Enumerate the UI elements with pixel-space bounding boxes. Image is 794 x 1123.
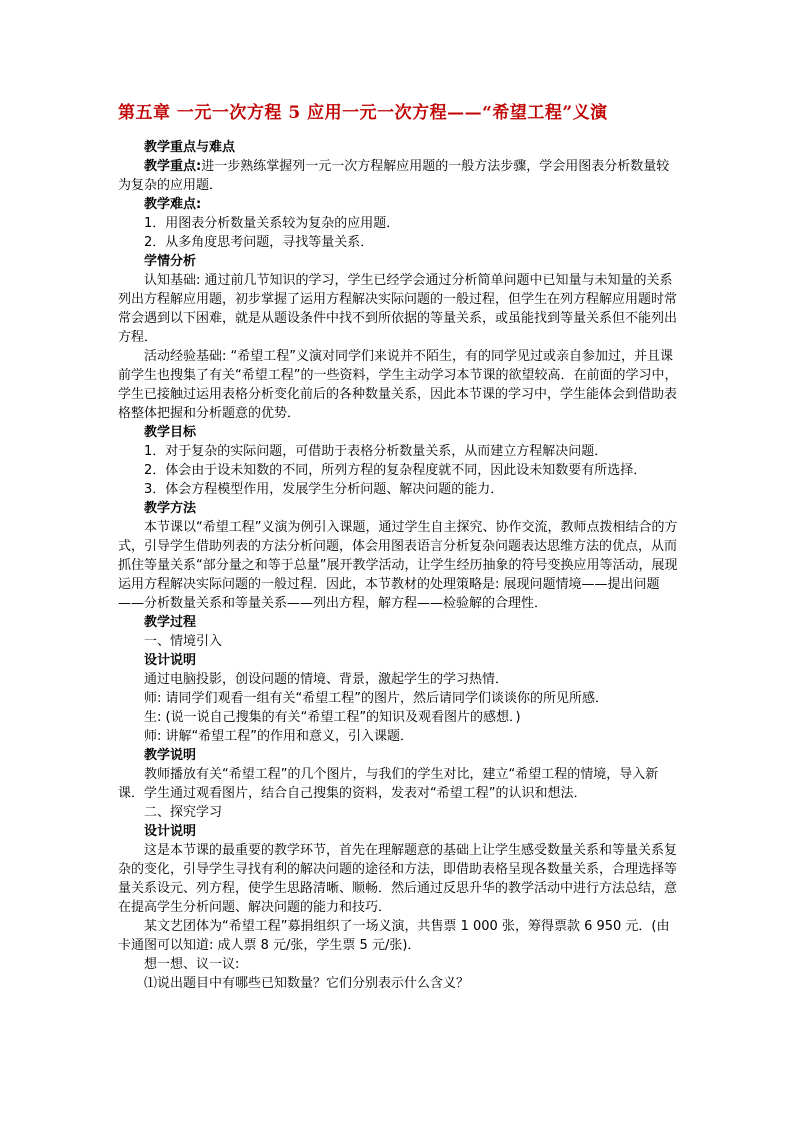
page-title: 第五章 一元一次方程 5 应用一元一次方程——“希望工程”义演: [118, 103, 608, 123]
part2-heading: 二、探究学习: [144, 805, 223, 820]
focus-text: 进一步熟练掌握列一元一次方程解应用题的一般方法步骤，学会用图表分析数量较为复杂的应用题．: [118, 159, 670, 193]
goal-item-3: 3．体会方程模型作用，发展学生分析问题、解决问题的能力．: [144, 482, 504, 497]
analysis-paragraph-2: 活动经验基础: “希望工程”义演对同学们来说并不陌生，有的同学见过或亲自参加过，并且课前学生也搜集了有关“希望工程”的一些资料，学生主动学习本节课的欲望较高．在前面的学习中，学生已接触过运用表格分析变化前后的各种数量关系，因此本节课的学习中，学生能体会到借助表格整体把握和分析题意的优势．: [118, 349, 678, 421]
teach-note-label: 教学说明: [144, 748, 197, 763]
analysis-paragraph-1: 认知基础: 通过前几节知识的学习，学生已经学会通过分析简单问题中已知量与未知量的关系列出方程解应用题，初步掌握了运用方程解决实际问题的一般过程，但学生在列方程解应用题时常常会遇到以下困难，就是从题设条件中找不到所依据的等量关系，或虽能找到等量关系但不能列出方程．: [118, 273, 678, 345]
student-line-1: 生: (说一说自己搜集的有关“希望工程”的知识及观看图片的感想．): [144, 710, 521, 725]
design-label-2: 设计说明: [144, 824, 197, 839]
design-label-1: 设计说明: [144, 653, 197, 668]
focus-label: 教学重点:: [144, 159, 202, 174]
difficulty-item-1: 1．用图表分析数量关系较为复杂的应用题．: [144, 216, 400, 231]
question-1: ⑴说出题目中有哪些已知数量？它们分别表示什么含义？: [144, 976, 470, 991]
problem-statement: 某文艺团体为“希望工程”募捐组织了一场义演，共售票 1 000 张，筹得票款 6 950 元．(由卡通图可以知道: 成人票 8 元/张，学生票 5 元/张)．: [118, 919, 670, 953]
teacher-line-1: 师: 请同学们观看一组有关“希望工程”的图片，然后请同学们谈谈你的所见所感．: [144, 691, 608, 706]
teacher-line-2: 师: 讲解“希望工程”的作用和意义，引入课题．: [144, 729, 413, 744]
part1-heading: 一、情境引入: [144, 634, 223, 649]
section-heading-process: 教学过程: [144, 615, 197, 630]
teach-note-text: 教师播放有关“希望工程”的几个图片，与我们的学生对比，建立“希望工程的情境，导入新课．学生通过观看图片，结合自己搜集的资料，发表对“希望工程”的认识和想法．: [118, 767, 659, 801]
part2-design-text: 这是本节课的最重要的教学环节，首先在理解题意的基础上让学生感受数量关系和等量关系复杂的变化，引导学生寻找有利的解决问题的途径和方法，即借助表格呈现各数量关系，合理选择等量关系设元、列方程，使学生思路清晰、顺畅．然后通过反思升华的教学活动中进行方法总结，意在提高学生分析问题、解决问题的能力和技巧．: [118, 843, 678, 915]
document-body: [118, 138, 678, 993]
section-heading-analysis: 学情分析: [144, 254, 197, 269]
goal-item-1: 1．对于复杂的实际问题，可借助于表格分析数量关系，从而建立方程解决问题．: [144, 444, 608, 459]
think-discuss: 想一想、议一议:: [144, 957, 240, 972]
section-heading-goals: 教学目标: [144, 425, 197, 440]
section-heading-focus: 教学重点与难点: [144, 140, 236, 155]
difficulty-item-2: 2．从多角度思考问题，寻找等量关系．: [144, 235, 374, 250]
goal-item-2: 2．体会由于设未知数的不同，所列方程的复杂程度就不同，因此设未知数要有所选择．: [144, 463, 647, 478]
section-heading-method: 教学方法: [144, 501, 197, 516]
difficulty-label: 教学难点:: [144, 197, 202, 212]
part1-design-text: 通过电脑投影，创设问题的情境、背景，激起学生的学习热情．: [144, 672, 509, 687]
focus-paragraph: [118, 157, 678, 195]
method-paragraph: 本节课以“希望工程”义演为例引入课题，通过学生自主探究、协作交流，教师点拨相结合的方式，引导学生借助列表的方法分析问题，体会用图表语言分析复杂问题表达思维方法的优点，从而抓住等量关系“部分量之和等于总量”展开教学活动，让学生经历抽象的符号变换应用等活动，展现运用方程解决实际问题的一般过程．因此，本节教材的处理策略是: 展现问题情境——提出问题——分析数量关系和等量关系——列出方程，解方程——检验解的合理性．: [118, 520, 678, 611]
